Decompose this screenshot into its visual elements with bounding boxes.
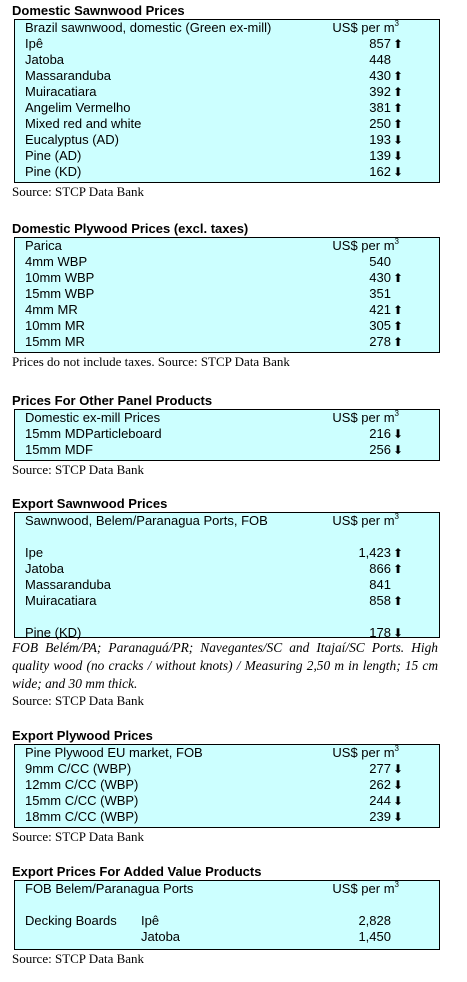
up-arrow-icon: ⬆ — [393, 594, 404, 608]
header-label: Domestic ex-mill Prices — [25, 410, 161, 425]
price-table — [14, 409, 440, 461]
product-label: Jatoba — [25, 561, 65, 576]
table-header — [15, 881, 439, 897]
section-title: Prices For Other Panel Products — [12, 393, 213, 408]
price-value: 421 — [369, 302, 391, 317]
table-row — [15, 36, 439, 52]
down-arrow-icon: ⬇ — [393, 778, 404, 792]
product-label: Angelim Vermelho — [25, 100, 131, 115]
source-note: Source: STCP Data Bank — [12, 184, 145, 199]
blank-row — [15, 529, 439, 545]
price-value: 430 — [369, 270, 391, 285]
product-label: 15mm MDF — [25, 442, 93, 457]
section-title: Export Prices For Added Value Products — [12, 864, 262, 879]
down-arrow-icon: ⬇ — [393, 626, 404, 640]
price-value: 381 — [369, 100, 391, 115]
domestic-sawnwood-section — [12, 3, 442, 200]
table-row — [15, 577, 439, 593]
source-note: Source: STCP Data Bank — [12, 693, 145, 708]
unit-label: US$ per $m^3$ — [332, 744, 399, 760]
table-row — [15, 286, 439, 302]
table-header — [15, 745, 439, 761]
species-label: Ipê — [141, 913, 160, 928]
table-row — [15, 132, 439, 148]
table-row — [15, 148, 439, 164]
header-label: Brazil sawnwood, domestic (Green ex-mill) — [25, 20, 272, 35]
table-header — [15, 410, 439, 426]
product-label: Pine (KD) — [25, 625, 82, 640]
down-arrow-icon: ⬇ — [393, 443, 404, 457]
price-value: 448 — [369, 52, 391, 67]
price-value: 250 — [369, 116, 391, 131]
price-value: 262 — [369, 777, 391, 792]
unit-label: US$ per $m^3$ — [332, 512, 399, 528]
unit-label: US$ per $m^3$ — [332, 880, 399, 896]
price-value: 351 — [369, 286, 391, 301]
price-value: 857 — [369, 36, 391, 51]
price-value: 430 — [369, 68, 391, 83]
header-label: Parica — [25, 238, 62, 253]
up-arrow-icon: ⬆ — [393, 101, 404, 115]
product-label: 12mm C/CC (WBP) — [25, 777, 139, 792]
table-row — [15, 84, 439, 100]
up-arrow-icon: ⬆ — [393, 335, 404, 349]
price-value: 244 — [369, 793, 391, 808]
price-value: 841 — [369, 577, 391, 592]
table-row — [15, 426, 439, 442]
price-value: 216 — [369, 426, 391, 441]
table-row — [15, 809, 439, 825]
table-row — [15, 929, 439, 945]
header-label: Sawnwood, Belem/Paranagua Ports, FOB — [25, 513, 268, 528]
other-panel-section — [12, 393, 442, 478]
price-value: 277 — [369, 761, 391, 776]
export-plywood-section — [12, 728, 442, 845]
table-row — [15, 334, 439, 350]
product-label: Pine (AD) — [25, 148, 82, 163]
up-arrow-icon: ⬆ — [393, 69, 404, 83]
product-label: 15mm C/CC (WBP) — [25, 793, 139, 808]
blank-row — [15, 609, 439, 625]
section-title: Domestic Sawnwood Prices — [12, 3, 185, 18]
down-arrow-icon: ⬇ — [393, 810, 404, 824]
product-label: Massaranduba — [25, 68, 111, 83]
up-arrow-icon: ⬆ — [393, 37, 404, 51]
export-note: FOB Belém/PA; Paranaguá/PR; Navegantes/SC and Itajaí/SC Ports. High quality wood (no cracks / without knots) / Measuring 2,50 m in length; 15 cm wide; and 30 mm thick. — [12, 640, 438, 691]
down-arrow-icon: ⬇ — [393, 133, 404, 147]
source-note: Prices do not include taxes. Source: STCP Data Bank — [12, 354, 290, 369]
price-value: 278 — [369, 334, 391, 349]
export-sawnwood-section — [12, 496, 442, 709]
price-value: 2,828 — [358, 913, 391, 928]
product-label: Eucalyptus (AD) — [25, 132, 119, 147]
table-row — [15, 793, 439, 809]
product-label: Pine (KD) — [25, 164, 82, 179]
up-arrow-icon: ⬆ — [393, 319, 404, 333]
section-title: Export Plywood Prices — [12, 728, 153, 743]
up-arrow-icon: ⬆ — [393, 303, 404, 317]
price-table — [14, 19, 440, 183]
product-label: 4mm WBP — [25, 254, 88, 269]
table-row — [15, 302, 439, 318]
table-row — [15, 593, 439, 609]
product-label: 15mm MR — [25, 334, 85, 349]
species-label: Jatoba — [141, 929, 181, 944]
product-label: 9mm C/CC (WBP) — [25, 761, 132, 776]
product-label: Decking Boards — [25, 913, 117, 928]
table-row — [15, 545, 439, 561]
price-value: 193 — [369, 132, 391, 147]
price-table — [14, 237, 440, 353]
table-row — [15, 561, 439, 577]
product-label: 10mm MR — [25, 318, 85, 333]
header-label: Pine Plywood EU market, FOB — [25, 745, 203, 760]
down-arrow-icon: ⬇ — [393, 165, 404, 179]
price-value: 162 — [369, 164, 391, 179]
down-arrow-icon: ⬇ — [393, 149, 404, 163]
section-title: Export Sawnwood Prices — [12, 496, 168, 511]
table-row — [15, 777, 439, 793]
unit-label: US$ per $m^3$ — [332, 409, 399, 425]
up-arrow-icon: ⬆ — [393, 85, 404, 99]
product-label: Ipe — [25, 545, 44, 560]
table-row — [15, 254, 439, 270]
section-title: Domestic Plywood Prices (excl. taxes) — [12, 221, 249, 236]
table-row — [15, 52, 439, 68]
table-row — [15, 116, 439, 132]
source-note: Source: STCP Data Bank — [12, 462, 145, 477]
price-value: 392 — [369, 84, 391, 99]
product-label: 15mm MDParticleboard — [25, 426, 162, 441]
up-arrow-icon: ⬆ — [393, 546, 404, 560]
price-value: 866 — [369, 561, 391, 576]
table-row — [15, 68, 439, 84]
unit-label: US$ per $m^3$ — [332, 19, 399, 35]
price-value: 139 — [369, 148, 391, 163]
product-label: Jatoba — [25, 52, 65, 67]
price-value: 178 — [369, 625, 391, 640]
down-arrow-icon: ⬇ — [393, 794, 404, 808]
table-header — [15, 238, 439, 254]
up-arrow-icon: ⬆ — [393, 117, 404, 131]
table-row — [15, 164, 439, 180]
table-row — [15, 318, 439, 334]
price-table — [14, 880, 440, 950]
table-row — [15, 913, 439, 929]
price-value: 239 — [369, 809, 391, 824]
price-value: 540 — [369, 254, 391, 269]
price-value: 1,423 — [358, 545, 391, 560]
table-row — [15, 100, 439, 116]
product-label: Massaranduba — [25, 577, 111, 592]
price-value: 858 — [369, 593, 391, 608]
table-row — [15, 761, 439, 777]
down-arrow-icon: ⬇ — [393, 762, 404, 776]
price-value: 256 — [369, 442, 391, 457]
product-label: Muiracatiara — [25, 84, 97, 99]
product-label: Muiracatiara — [25, 593, 97, 608]
added-value-section — [12, 864, 442, 967]
product-label: Ipê — [25, 36, 44, 51]
up-arrow-icon: ⬆ — [393, 562, 404, 576]
product-label: 10mm WBP — [25, 270, 95, 285]
header-label: FOB Belem/Paranagua Ports — [25, 881, 194, 896]
price-table — [14, 512, 440, 638]
table-row — [15, 270, 439, 286]
product-label: 15mm WBP — [25, 286, 95, 301]
price-value: 1,450 — [358, 929, 391, 944]
source-note: Source: STCP Data Bank — [12, 951, 145, 966]
table-header — [15, 513, 439, 529]
product-label: Mixed red and white — [25, 116, 142, 131]
unit-label: US$ per $m^3$ — [332, 237, 399, 253]
product-label: 18mm C/CC (WBP) — [25, 809, 139, 824]
up-arrow-icon: ⬆ — [393, 271, 404, 285]
blank-row — [15, 897, 439, 913]
price-table — [14, 744, 440, 828]
product-label: 4mm MR — [25, 302, 78, 317]
table-row — [15, 625, 439, 641]
source-note: Source: STCP Data Bank — [12, 829, 145, 844]
table-row — [15, 442, 439, 458]
table-header — [15, 20, 439, 36]
down-arrow-icon: ⬇ — [393, 427, 404, 441]
price-value: 305 — [369, 318, 391, 333]
domestic-plywood-section — [12, 221, 442, 370]
